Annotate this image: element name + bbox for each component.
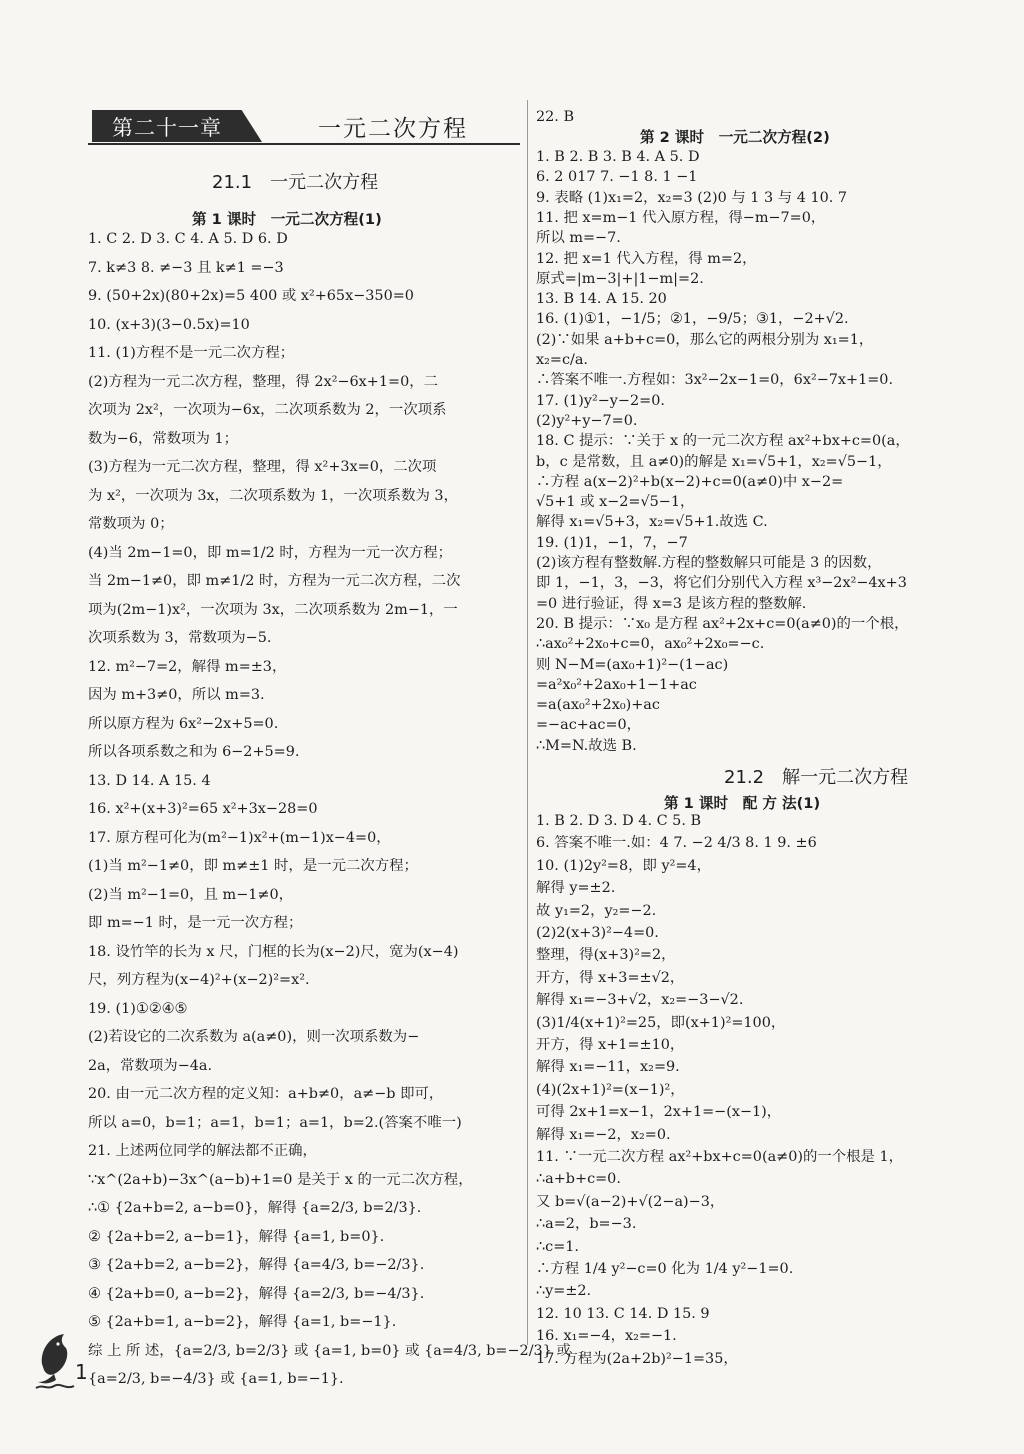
answer-line: 16. (1)①1，−1/5；②1，−9/5；③1，−2+√2.	[536, 311, 849, 328]
answer-line: 16. x₁=−4，x₂=−1.	[536, 1328, 677, 1345]
lesson-title-2: 第 2 课时 一元二次方程(2)	[640, 129, 830, 146]
answer-line: 尺，列方程为(x−4)²+(x−2)²=x².	[88, 972, 310, 988]
answer-line: (4)(2x+1)²=(x−1)²，	[536, 1081, 685, 1098]
answer-line: 解得 x₁=−11，x₂=9.	[536, 1059, 680, 1076]
answer-line: ∴y=±2.	[536, 1283, 592, 1300]
answer-line: 7. k≠3 8. ≠−3 且 k≠1 =−3	[88, 259, 284, 276]
dolphin-icon	[34, 1330, 78, 1392]
answer-line: 12. m²−7=2，解得 m=±3，	[88, 658, 287, 675]
answer-line: 原式=|m−3|+|1−m|=2.	[536, 270, 704, 287]
answer-line: 17. 方程为(2a+2b)²−1=35，	[536, 1350, 738, 1367]
answer-line: ∴a+b+c=0.	[536, 1171, 621, 1188]
answer-line: 11. (1)方程不是一元二次方程；	[88, 345, 295, 361]
answer-line: =a(ax₀²+2x₀)+ac	[536, 697, 660, 714]
answer-line: 2a，常数项为−4a.	[88, 1057, 213, 1074]
answer-line: ∴ax₀²+2x₀+c=0，ax₀²+2x₀=−c.	[536, 636, 765, 653]
answer-line: 17. 原方程可化为(m²−1)x²+(m−1)x−4=0，	[88, 829, 391, 846]
answer-line: 13. D 14. A 15. 4	[88, 772, 211, 789]
answer-line: 12. 把 x=1 代入方程，得 m=2，	[536, 250, 757, 267]
lesson-title-1: 第 1 课时 一元二次方程(1)	[192, 211, 382, 228]
answer-line: 13. B 14. A 15. 20	[536, 291, 667, 308]
answer-line: 20. B 提示：∵x₀ 是方程 ax²+2x+c=0(a≠0)的一个根，	[536, 615, 909, 632]
answer-line: 因为 m+3≠0，所以 m=3.	[88, 687, 265, 703]
answer-line: (1)当 m²−1≠0，即 m≠±1 时，是一元二次方程；	[88, 858, 418, 874]
answer-line: (2)∵如果 a+b+c=0，那么它的两根分别为 x₁=1，	[536, 331, 874, 348]
answer-line: 19. (1)①②④⑤	[88, 1000, 188, 1017]
column-divider	[527, 100, 528, 1345]
answer-line: 整理，得(x+3)²=2，	[536, 947, 676, 964]
answer-line: ② {2a+b=2, a−b=1}，解得 {a=1, b=0}.	[88, 1228, 385, 1245]
answer-line: (2)2(x+3)²−4=0.	[536, 925, 659, 941]
answer-line: √5+1 或 x−2=√5−1，	[536, 494, 695, 511]
answer-line: (3)方程为一元二次方程，整理，得 x²+3x=0，二次项	[88, 459, 437, 475]
answer-line: ∴M=N.故选 B.	[536, 737, 637, 754]
answer-line: {a=2/3, b=−4/3} 或 {a=1, b=−1}.	[88, 1371, 344, 1387]
answer-line: 即 1，−1，3，−3，将它们分别代入方程 x³−2x²−4x+3	[536, 575, 907, 592]
chapter-banner	[88, 104, 520, 144]
answer-line: 17. (1)y²−y−2=0.	[536, 392, 665, 409]
answer-line: ∴答案不唯一.方程如：3x²−2x−1=0，6x²−7x+1=0.	[536, 372, 894, 389]
answer-line: 次项为 2x²，一次项为−6x，二次项系数为 2，一次项系	[88, 402, 447, 418]
answer-line: 22. B	[536, 109, 575, 125]
answer-line: 所以各项系数之和为 6−2+5=9.	[88, 744, 300, 760]
answer-line: 解得 x₁=−2，x₂=0.	[536, 1126, 671, 1143]
answer-line: ∴方程 1/4 y²−c=0 化为 1/4 y²−1=0.	[536, 1261, 794, 1277]
answer-line: 1. C 2. D 3. C 4. A 5. D 6. D	[88, 231, 288, 247]
answer-line: 6. 答案不唯一.如：4 7. −2 4/3 8. 1 9. ±6	[536, 835, 817, 852]
section-title-21-2: 21.2 解一元二次方程	[724, 767, 909, 788]
answer-line: 解得 x₁=−3+√2，x₂=−3−√2.	[536, 992, 744, 1009]
answer-line: 项为(2m−1)x²，一次项为 3x，二次项系数为 2m−1，一	[88, 601, 458, 618]
answer-line: ⑤ {2a+b=1, a−b=2}，解得 {a=1, b=−1}.	[88, 1314, 397, 1330]
answer-line: ∵x^(2a+b)−3x^(a−b)+1=0 是关于 x 的一元二次方程，	[88, 1171, 473, 1188]
answer-line: (2)该方程有整数解.方程的整数解只可能是 3 的因数，	[536, 555, 882, 571]
answer-line: 当 2m−1≠0，即 m≠1/2 时，方程为一元二次方程，二次	[88, 573, 461, 589]
answer-line: 则 N−M=(ax₀+1)²−(1−ac)	[536, 656, 729, 673]
answer-line: 6. 2 017 7. −1 8. 1 −1	[536, 169, 698, 186]
answer-line: 开方，得 x+1=±10，	[536, 1037, 685, 1053]
answer-line: 18. 设竹竿的长为 x 尺，门框的长为(x−2)尺，宽为(x−4)	[88, 943, 459, 960]
answer-line: ③ {2a+b=2, a−b=2}，解得 {a=4/3, b=−2/3}.	[88, 1257, 425, 1273]
section-title-21-1: 21.1 一元二次方程	[212, 172, 379, 193]
answer-line: 所以原方程为 6x²−2x+5=0.	[88, 715, 279, 732]
answer-line: 即 m=−1 时，是一元一次方程；	[88, 915, 303, 931]
answer-line: 故 y₁=2，y₂=−2.	[536, 902, 657, 919]
answer-line: 10. (x+3)(3−0.5x)=10	[88, 316, 250, 333]
answer-line: 为 x²，一次项为 3x，二次项系数为 1，一次项系数为 3，	[88, 487, 458, 504]
answer-line: 所以 m=−7.	[536, 230, 621, 247]
answer-line: 数为−6，常数项为 1；	[88, 430, 239, 447]
answer-line: 所以 a=0，b=1；a=1，b=1；a=1，b=2.(答案不唯一)	[88, 1114, 462, 1131]
answer-line: 1. B 2. B 3. B 4. A 5. D	[536, 149, 700, 165]
answer-line: (3)1/4(x+1)²=25，即(x+1)²=100，	[536, 1014, 786, 1031]
answer-line: (4)当 2m−1=0，即 m=1/2 时，方程为一元一次方程；	[88, 544, 453, 561]
answer-line: 解得 x₁=√5+3，x₂=√5+1.故选 C.	[536, 514, 768, 531]
answer-line: ∴① {2a+b=2, a−b=0}，解得 {a=2/3, b=2/3}.	[88, 1200, 422, 1216]
answer-line: ④ {2a+b=0, a−b=2}，解得 {a=2/3, b=−4/3}.	[88, 1285, 425, 1302]
answer-line: 16. x²+(x+3)²=65 x²+3x−28=0	[88, 801, 318, 817]
answer-line: =−ac+ac=0，	[536, 717, 642, 734]
answer-line: 解得 y=±2.	[536, 880, 616, 897]
lesson-title-3: 第 1 课时 配 方 法(1)	[664, 795, 821, 812]
answer-line: 11. 把 x=m−1 代入原方程，得−m−7=0，	[536, 209, 826, 226]
answer-line: =0 进行验证，得 x=3 是该方程的整数解.	[536, 595, 807, 612]
chapter-label: 第二十一章	[112, 116, 222, 140]
answer-line: 19. (1)1，−1，7，−7	[536, 534, 688, 551]
answer-line: 12. 10 13. C 14. D 15. 9	[536, 1305, 710, 1322]
answer-line: (2)当 m²−1=0，且 m−1≠0，	[88, 886, 294, 903]
answer-line: 21. 上述两位同学的解法都不正确，	[88, 1143, 317, 1159]
answer-line: ∴c=1.	[536, 1238, 580, 1255]
answer-line: 又 b=√(a−2)+√(2−a)−3，	[536, 1193, 725, 1210]
answer-line: 9. (50+2x)(80+2x)=5 400 或 x²+65x−350=0	[88, 288, 414, 304]
answer-line: (2)若设它的二次系数为 a(a≠0)，则一次项系数为−	[88, 1029, 420, 1045]
answer-line: (2)y²+y−7=0.	[536, 412, 638, 429]
answer-line: =a²x₀²+2ax₀+1−1+ac	[536, 676, 697, 693]
answer-line: 开方，得 x+3=±√2，	[536, 969, 685, 986]
answer-line: ∴方程 a(x−2)²+b(x−2)+c=0(a≠0)中 x−2=	[536, 473, 844, 490]
answer-line: 20. 由一元二次方程的定义知：a+b≠0，a≠−b 即可，	[88, 1086, 444, 1102]
answer-line: (2)方程为一元二次方程，整理，得 2x²−6x+1=0，二	[88, 373, 439, 390]
answer-line: 次项系数为 3，常数项为−5.	[88, 630, 272, 646]
answer-line: 9. 表略 (1)x₁=2，x₂=3 (2)0 与 1 3 与 4 10. 7	[536, 189, 848, 206]
answer-line: 10. (1)2y²=8，即 y²=4，	[536, 857, 711, 874]
answer-line: 18. C 提示：∵关于 x 的一元二次方程 ax²+bx+c=0(a，	[536, 433, 910, 450]
page-number: 1	[75, 1360, 88, 1384]
answer-line: 11. ∵一元二次方程 ax²+bx+c=0(a≠0)的一个根是 1，	[536, 1149, 904, 1165]
answer-line: ∴a=2，b=−3.	[536, 1216, 637, 1233]
answer-line: 可得 2x+1=x−1，2x+1=−(x−1)，	[536, 1104, 782, 1121]
answer-line: b，c 是常数，且 a≠0)的解是 x₁=√5+1，x₂=√5−1，	[536, 453, 892, 470]
answer-line: x₂=c/a.	[536, 352, 589, 368]
chapter-title: 一元二次方程	[318, 116, 468, 142]
answer-line: 1. B 2. D 3. D 4. C 5. B	[536, 813, 702, 829]
answer-line: 常数项为 0；	[88, 516, 174, 532]
chapter-rule	[88, 143, 520, 145]
answer-line: 综 上 所 述，{a=2/3, b=2/3} 或 {a=1, b=0} 或 {a=4/3, b=−2/3} 或	[88, 1342, 571, 1359]
